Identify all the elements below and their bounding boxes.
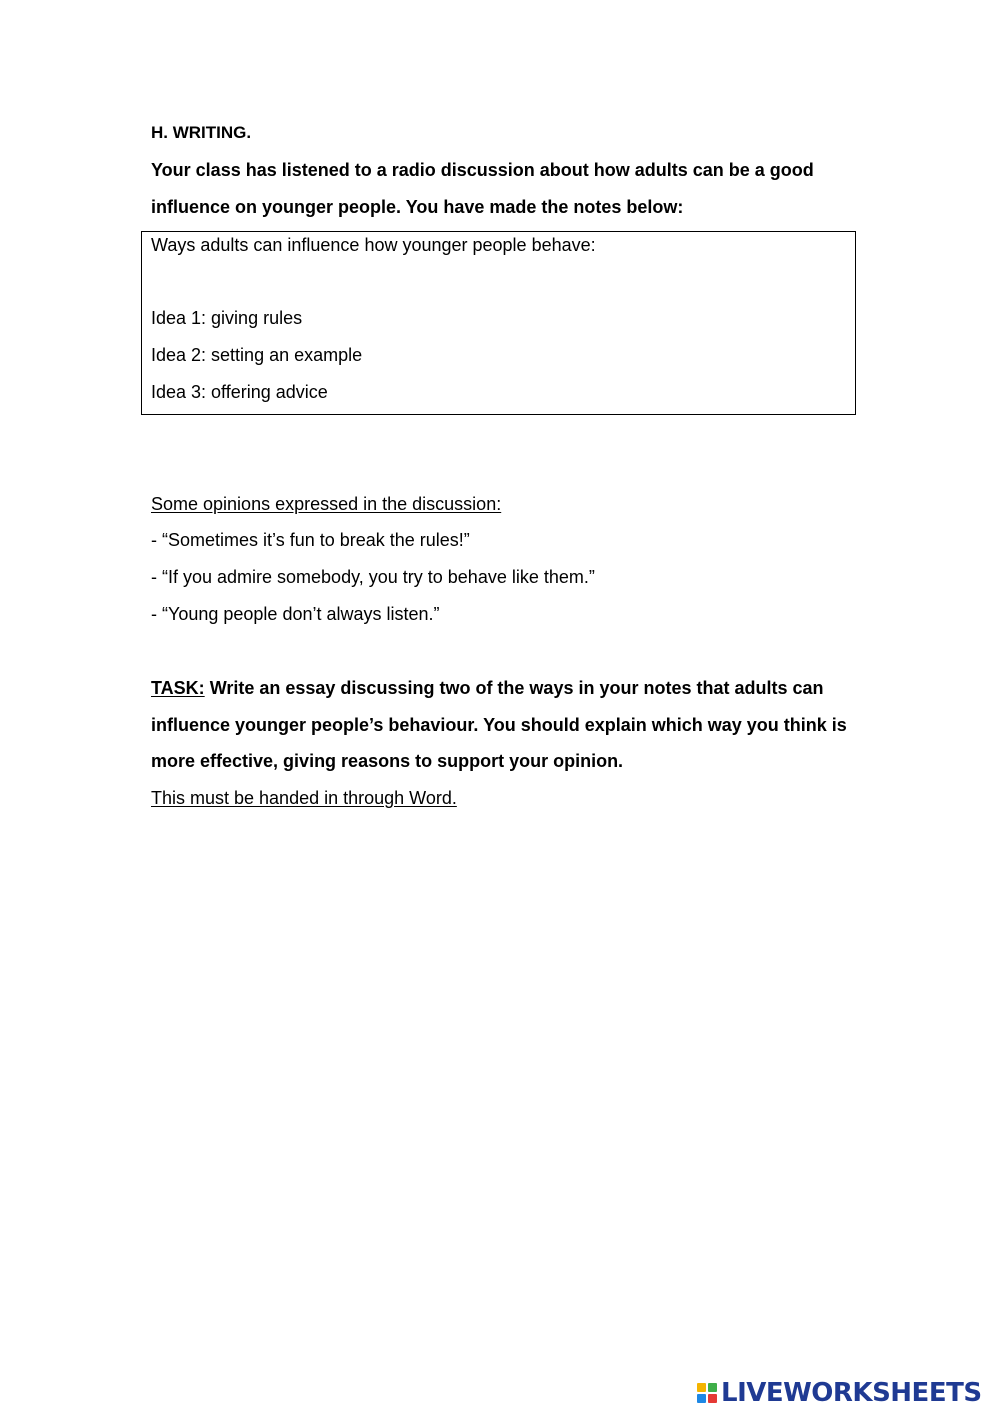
intro-line-1: Your class has listened to a radio discussion about how adults can be a good xyxy=(151,160,814,180)
task-text-1: Write an essay discussing two of the ways in your notes that adults can xyxy=(209,678,824,698)
logo-text: LIVEWORKSHEETS xyxy=(721,1378,982,1408)
notes-title: Ways adults can influence how younger people behave: xyxy=(151,235,596,255)
notes-idea-1: Idea 1: giving rules xyxy=(151,308,303,328)
opinion-item: - “Young people don’t always listen.” xyxy=(151,604,440,624)
logo-block xyxy=(697,1394,706,1403)
task-label: TASK: xyxy=(151,678,205,698)
task-note: This must be handed in through Word. xyxy=(151,788,457,808)
task-line-1 xyxy=(151,677,824,699)
logo-block xyxy=(708,1394,717,1403)
task-line-2: influence younger people’s behaviour. You should explain which way you think is xyxy=(151,715,847,735)
logo-blocks-icon xyxy=(697,1383,717,1403)
liveworksheets-logo xyxy=(697,1376,982,1410)
opinions-heading: Some opinions expressed in the discussion: xyxy=(151,494,502,514)
notes-idea-3: Idea 3: offering advice xyxy=(151,382,328,402)
intro-line-2: influence on younger people. You have made the notes below: xyxy=(151,197,684,217)
section-heading: H. WRITING. xyxy=(151,123,252,142)
logo-block xyxy=(697,1383,706,1392)
opinion-item: - “If you admire somebody, you try to behave like them.” xyxy=(151,567,595,587)
opinion-item: - “Sometimes it’s fun to break the rules!” xyxy=(151,530,470,550)
notes-idea-2: Idea 2: setting an example xyxy=(151,345,363,365)
task-line-3: more effective, giving reasons to support your opinion. xyxy=(151,751,624,771)
logo-block xyxy=(708,1383,717,1392)
